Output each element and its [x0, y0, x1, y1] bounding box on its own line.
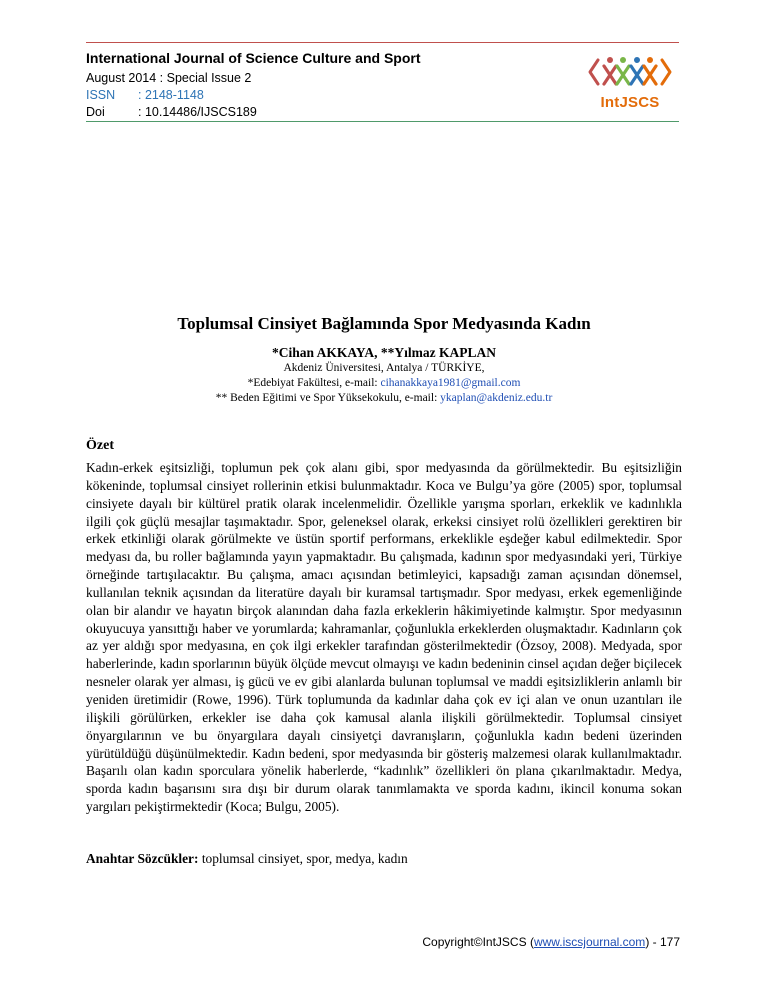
- affiliation-first-author: [0, 377, 768, 389]
- first-author-email-link[interactable]: cihanakkaya1981@gmail.com: [380, 377, 521, 389]
- doi-value: : 10.14486/IJSCS189: [138, 105, 257, 119]
- footer-page-number: ) - 177: [645, 935, 680, 949]
- journal-logo: [588, 54, 672, 116]
- logo-figures-icon: [588, 54, 672, 94]
- header-bottom-rule: [86, 121, 679, 122]
- issn-value: : 2148-1148: [138, 88, 204, 102]
- affiliation-first-author-text: *Edebiyat Fakültesi, e-mail:: [247, 377, 381, 389]
- footer-journal-link[interactable]: www.iscsjournal.com: [533, 935, 646, 949]
- footer-copyright: Copyright©IntJSCS (: [422, 935, 534, 949]
- abstract-text: Kadın-erkek eşitsizliği, toplumun pek çok alanı gibi, spor medyasında da görülmektedir. Bu eşitsizliğin kökeninde, toplumsal cinsiyet rollerinin etkisi bulunmaktadır. Koca ve Bulgu’ya göre (2005) spor, toplumsal cinsiyete dayalı bir kültürel pratik olarak incelenmelidir. Özellikle yarışma sporları, erkeklik ve kadınlıkla ilgili çok güçlü mesajlar taşımaktadır. Spor, geleneksel olarak, erkeksi cinsiyet rolü özellikleri gerektiren bir erkek etkinliği olarak görülmekte ve üstün sportif performans, erkeklikle eşdeğer kabul edilmektedir. Spor medyası da, bu roller bağlamında yayın yapmaktadır. Bu çalışmada, kadının spor medyasındaki yeri, Türkiye örneğinde tartışılacaktır. Bu çalışma, amacı açısından betimleyici, kapsadığı zaman açısından dönemsel, kullanılan teknik açısından da literatüre dayalı bir kuramsal tartışmadır. Spor medyası, erkek egemenliğinde olan bir alandır ve hayatın birçok alanından daha fazla erkeklerin hâkimiyetinde kalmıştır. Spor medyasının okuyucuya yansıttığı haber ve yorumlarda; kahramanlar, çoğunlukla erkeklerden oluşmaktadır. Kadınların çok az yer aldığı spor medyasına, en çok ilgi erkekler tarafından gösterilmektedir (Özsoy, 2008). Medyada, spor haberlerinde, kadın sporlarının büyük ölçüde mevcut olmayışı ve kadın bedeninin cinsel açıdan değer biçilecek nesneler olarak yer alması, iş gücü ve ev gibi alanlarda bulunan toplumsal ve maddi eşitsizliklerin anlamlı bir yeniden üretimidir (Rowe, 1996). Türk toplumunda da kadınlar daha çok ev içi alan ve onun uzantıları ile ilişkili görülürken, erkekler ise daha çok kamusal alanla ilişkili görülmektedir. Toplumsal cinsiyet önyargılarının ve bu önyargılara dayalı cinsiyetçi davranışların, çoğunlukla kadın bedeni üzerinden yürütüldüğü düşünülmektedir. Kadın bedeni, spor medyasında bir gösteriş malzemesi olarak kullanılmaktadır. Başarılı olan kadın sporculara yönelik haberlerde, “kadınlık” özellikleri ön plana çıkarılmaktadır. Medya, sporda kadın başarısını sıra dışı bir durum olarak tanımlamakta ve sporda kadını, ikincil konuma sokan yargıları pekiştirmektedir (Koca; Bulgu, 2005).: [86, 460, 682, 815]
- journal-doi: [86, 105, 257, 119]
- keywords-label: Anahtar Sözcükler:: [86, 851, 199, 866]
- journal-title: International Journal of Science Culture and Sport: [86, 50, 421, 66]
- affiliation-university: Akdeniz Üniversitesi, Antalya / TÜRKİYE,: [283, 362, 485, 374]
- header-top-rule: [86, 42, 679, 43]
- doi-label: Doi: [86, 105, 105, 119]
- paper-title: Toplumsal Cinsiyet Bağlamında Spor Medyasında Kadın: [177, 314, 591, 333]
- affiliation-second-author: [0, 392, 768, 404]
- page-footer: [400, 935, 680, 949]
- paper-authors: *Cihan AKKAYA, **Yılmaz KAPLAN: [271, 345, 497, 360]
- abstract-heading: Özet: [86, 438, 114, 453]
- affiliation-second-author-text: ** Beden Eğitimi ve Spor Yüksekokulu, e-mail:: [215, 392, 441, 404]
- journal-issn: [86, 88, 204, 102]
- issn-label: ISSN: [86, 88, 116, 102]
- keywords: [86, 851, 408, 867]
- logo-text: IntJSCS: [600, 94, 660, 111]
- journal-issue: August 2014 : Special Issue 2: [86, 71, 252, 85]
- second-author-email-link[interactable]: ykaplan@akdeniz.edu.tr: [440, 392, 553, 404]
- keywords-value: toplumsal cinsiyet, spor, medya, kadın: [198, 851, 408, 866]
